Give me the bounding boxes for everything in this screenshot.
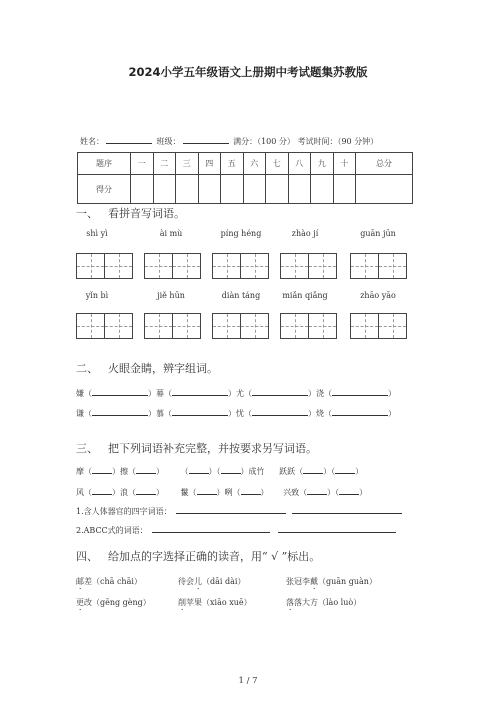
score-row-label: 得分 bbox=[78, 175, 131, 204]
answer-blank[interactable] bbox=[303, 466, 323, 474]
answer-blank[interactable] bbox=[136, 466, 156, 474]
line-text: ） bbox=[355, 467, 364, 476]
dotted-char: 邮 bbox=[76, 577, 84, 586]
answer-blank[interactable] bbox=[172, 408, 228, 416]
score-cell[interactable] bbox=[288, 175, 311, 204]
pinyin-label: miǎn qiǎng bbox=[282, 291, 328, 300]
header-cell: 总分 bbox=[356, 153, 413, 175]
answer-blank[interactable] bbox=[92, 487, 112, 495]
answer-blank[interactable] bbox=[221, 466, 241, 474]
answer-blank[interactable] bbox=[252, 408, 308, 416]
question-2 bbox=[76, 525, 396, 536]
line-text: ）尤（ bbox=[228, 389, 252, 398]
reading-choice[interactable] bbox=[76, 576, 142, 591]
writing-grid[interactable] bbox=[280, 313, 337, 339]
writing-grid[interactable] bbox=[212, 253, 269, 279]
answer-blank[interactable] bbox=[92, 466, 112, 474]
line-text: ）慕（ bbox=[148, 409, 172, 418]
reading-choice[interactable] bbox=[178, 597, 252, 612]
section-text: 给加点的字选择正确的读音，用“ √ ”标出。 bbox=[108, 550, 321, 563]
section-number: 一、 bbox=[76, 207, 98, 220]
section-text: 把下列词语补充完整，并按要求另写词语。 bbox=[108, 442, 317, 455]
writing-grid[interactable] bbox=[144, 253, 201, 279]
line-text: ） bbox=[156, 488, 164, 497]
answer-blank[interactable] bbox=[197, 487, 217, 495]
pinyin-label: shì yì bbox=[86, 229, 108, 238]
pinyin-options: （dāi dài） bbox=[202, 577, 246, 586]
pinyin-options: （xiāo xuē） bbox=[202, 598, 252, 607]
header-cell: 九 bbox=[311, 153, 334, 175]
answer-blank[interactable] bbox=[332, 408, 388, 416]
writing-grid[interactable] bbox=[76, 313, 133, 339]
writing-grid[interactable] bbox=[144, 313, 201, 339]
name-blank[interactable] bbox=[106, 135, 152, 144]
header-cell: 七 bbox=[266, 153, 289, 175]
header-cell: 一 bbox=[131, 153, 154, 175]
score-cell[interactable] bbox=[176, 175, 199, 204]
line-text: ）（ bbox=[323, 467, 336, 476]
answer-blank[interactable] bbox=[92, 388, 148, 396]
line-text: ）浇（ bbox=[308, 389, 332, 398]
pinyin-label: guān jūn bbox=[360, 229, 396, 238]
header-cell: 二 bbox=[153, 153, 176, 175]
student-info bbox=[80, 135, 378, 147]
line-text: ） bbox=[156, 467, 164, 476]
line-text: ） bbox=[388, 389, 396, 398]
line-text: ）擦（ bbox=[112, 467, 136, 476]
idiom-line-2 bbox=[76, 487, 367, 498]
reading-choice[interactable] bbox=[286, 576, 377, 591]
class-label: 班级： bbox=[156, 137, 181, 146]
line-text: ）咧（ bbox=[216, 488, 241, 497]
header-cell: 题序 bbox=[78, 153, 131, 175]
word-text: 差 bbox=[84, 577, 92, 586]
answer-blank[interactable] bbox=[252, 388, 308, 396]
section-text: 看拼音写词语。 bbox=[108, 207, 185, 220]
header-cell: 六 bbox=[243, 153, 266, 175]
word-text: 张冠李 bbox=[286, 577, 310, 586]
section-4-heading bbox=[76, 548, 320, 564]
idiom-line-1 bbox=[76, 466, 363, 477]
pinyin-label: diàn táng bbox=[221, 291, 261, 300]
dotted-char: 戴 bbox=[310, 577, 318, 586]
answer-blank[interactable] bbox=[152, 525, 270, 533]
pinyin-label: zhāo yāo bbox=[360, 291, 396, 300]
answer-blank[interactable] bbox=[339, 487, 359, 495]
full-score: 满分：（100 分） bbox=[233, 137, 295, 146]
word-group-line-2 bbox=[76, 408, 396, 419]
score-cell[interactable] bbox=[153, 175, 176, 204]
pinyin-options: （chā chāi） bbox=[92, 577, 142, 586]
answer-blank[interactable] bbox=[172, 388, 228, 396]
class-blank[interactable] bbox=[183, 135, 229, 144]
answer-blank[interactable] bbox=[292, 506, 402, 514]
line-text: ）（ bbox=[327, 488, 340, 497]
page-title: 2024小学五年级语文上册期中考试题集苏教版 bbox=[128, 65, 368, 79]
line-text: ）幕（ bbox=[148, 389, 172, 398]
answer-blank[interactable] bbox=[335, 466, 355, 474]
score-table bbox=[77, 152, 413, 204]
section-1-heading bbox=[76, 205, 185, 221]
answer-blank[interactable] bbox=[136, 487, 156, 495]
line-text: ） bbox=[260, 488, 269, 497]
writing-grid[interactable] bbox=[350, 313, 407, 339]
reading-choice[interactable] bbox=[286, 597, 361, 612]
line-text: 嫌（ bbox=[76, 389, 92, 398]
writing-grid[interactable] bbox=[76, 253, 133, 279]
header-cell: 五 bbox=[221, 153, 244, 175]
score-cell[interactable] bbox=[243, 175, 266, 204]
name-label: 姓名： bbox=[80, 137, 104, 146]
word-text: 苹果 bbox=[186, 598, 202, 607]
answer-blank[interactable] bbox=[92, 408, 148, 416]
word-text: 落大方 bbox=[294, 598, 318, 607]
line-text: ） bbox=[388, 409, 396, 418]
line-text: （ bbox=[180, 467, 189, 476]
answer-blank[interactable] bbox=[332, 388, 388, 396]
pinyin-label: zhào jí bbox=[291, 229, 319, 238]
line-text: 跃跃（ bbox=[279, 467, 304, 476]
score-cell[interactable] bbox=[198, 175, 221, 204]
score-cell[interactable] bbox=[131, 175, 154, 204]
pinyin-options: （gēng gèng） bbox=[92, 598, 151, 607]
dotted-char: 儿 bbox=[194, 577, 202, 586]
writing-grid[interactable] bbox=[212, 313, 269, 339]
section-number: 四、 bbox=[76, 550, 98, 563]
line-text: 兴致（ bbox=[283, 488, 308, 497]
header-cell: 三 bbox=[176, 153, 199, 175]
writing-grid[interactable] bbox=[350, 253, 407, 279]
line-text: 摩（ bbox=[76, 467, 92, 476]
word-text: 改 bbox=[84, 598, 92, 607]
score-row bbox=[78, 175, 413, 204]
line-text: ）浪（ bbox=[112, 488, 136, 497]
answer-blank[interactable] bbox=[241, 487, 261, 495]
score-cell[interactable] bbox=[333, 175, 356, 204]
score-cell[interactable] bbox=[266, 175, 289, 204]
score-cell[interactable] bbox=[356, 175, 413, 204]
question-text: 1.含人体器官的四字词语： bbox=[76, 507, 172, 516]
line-text: 鬣（ bbox=[180, 488, 197, 497]
answer-blank[interactable] bbox=[176, 506, 286, 514]
line-text: ）烧（ bbox=[308, 409, 332, 418]
answer-blank[interactable] bbox=[278, 525, 396, 533]
line-text: ）（ bbox=[208, 467, 221, 476]
score-cell[interactable] bbox=[221, 175, 244, 204]
word-text: 待会 bbox=[178, 577, 194, 586]
section-number: 二、 bbox=[76, 362, 98, 375]
writing-grid[interactable] bbox=[280, 253, 337, 279]
dotted-char: 削 bbox=[178, 598, 186, 607]
reading-choice[interactable] bbox=[76, 597, 151, 612]
section-text: 火眼金睛，辨字组词。 bbox=[108, 362, 218, 375]
section-number: 三、 bbox=[76, 442, 98, 455]
score-header-row bbox=[78, 153, 413, 175]
line-text: 风（ bbox=[76, 488, 92, 497]
word-group-line-1 bbox=[76, 388, 396, 399]
question-1 bbox=[76, 506, 402, 517]
header-cell: 四 bbox=[198, 153, 221, 175]
header-cell: 十 bbox=[333, 153, 356, 175]
question-text: 2.ABCC式的词语： bbox=[76, 526, 148, 535]
pinyin-label: píng héng bbox=[220, 229, 262, 238]
page-number: 1 / 7 bbox=[238, 676, 258, 686]
score-cell[interactable] bbox=[311, 175, 334, 204]
line-text: 谦（ bbox=[76, 409, 92, 418]
pinyin-options: （lào luò） bbox=[318, 598, 362, 607]
pinyin-options: （guān guàn） bbox=[318, 577, 377, 586]
line-text: ） bbox=[359, 488, 368, 497]
pinyin-label: yǐn bì bbox=[85, 291, 109, 300]
section-3-heading bbox=[76, 440, 317, 456]
reading-choice[interactable] bbox=[178, 576, 245, 591]
header-cell: 八 bbox=[288, 153, 311, 175]
exam-time: 考试时间：（90 分钟） bbox=[297, 137, 379, 146]
answer-blank[interactable] bbox=[307, 487, 327, 495]
dotted-char: 落 bbox=[286, 598, 294, 607]
line-text: ）成竹 bbox=[240, 467, 265, 476]
pinyin-label: ài mù bbox=[159, 229, 183, 238]
answer-blank[interactable] bbox=[189, 466, 209, 474]
pinyin-label: jiě hūn bbox=[157, 291, 185, 300]
section-2-heading bbox=[76, 360, 218, 376]
dotted-char: 更 bbox=[76, 598, 84, 607]
line-text: ）忧（ bbox=[228, 409, 252, 418]
